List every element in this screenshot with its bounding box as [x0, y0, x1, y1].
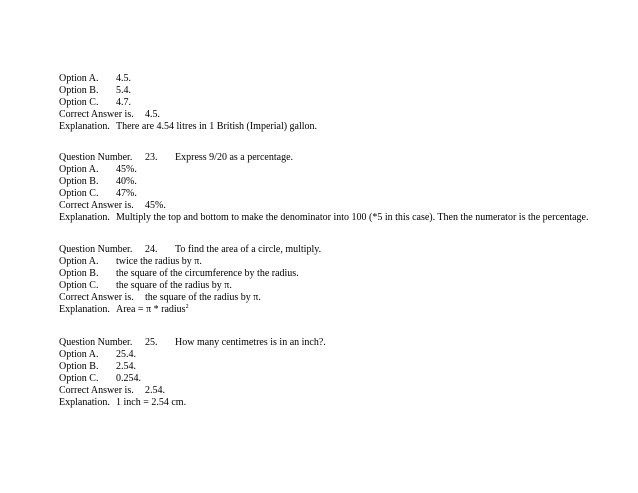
- option-value: 45%.: [116, 164, 137, 175]
- label: Option C.: [59, 188, 99, 199]
- option-value: the square of the circumference by the radius.: [116, 268, 299, 279]
- explanation-text: There are 4.54 litres in 1 British (Imperial) gallon.: [116, 121, 318, 132]
- label: Option B.: [59, 85, 99, 96]
- q24-correct-answer: [59, 292, 261, 304]
- q24-option-c: [59, 280, 232, 292]
- label: Option C.: [59, 280, 99, 291]
- q24-option-b: [59, 268, 299, 280]
- q22-option-c: [59, 97, 131, 109]
- option-value: 40%.: [116, 176, 137, 187]
- label: Option A.: [59, 164, 99, 175]
- q24-option-a: [59, 256, 202, 268]
- explanation-text: 1 inch = 2.54 cm.: [116, 397, 187, 408]
- answer-value: 4.5.: [145, 109, 160, 120]
- question-text: How many centimetres is in an inch?.: [175, 337, 326, 348]
- question-number: 25.: [145, 337, 158, 348]
- q23-option-b: [59, 176, 137, 188]
- q22-option-a: [59, 73, 131, 85]
- option-value: the square of the radius by π.: [116, 280, 232, 291]
- explanation-text: Multiply the top and bottom to make the denominator into 100 (*5 in this case). Then the numerator is the percentage.: [116, 212, 589, 223]
- label: Option C.: [59, 97, 99, 108]
- q24-explanation: [59, 304, 189, 316]
- q23-header: [59, 152, 294, 164]
- answer-value: 45%.: [145, 200, 166, 211]
- question-number: 24.: [145, 244, 158, 255]
- label: Option B.: [59, 361, 99, 372]
- q25-header: [59, 337, 326, 349]
- explanation-formula: Area = π * radius: [116, 304, 186, 315]
- option-value: 5.4.: [116, 85, 131, 96]
- q25-option-c: [59, 373, 141, 385]
- label: Question Number.: [59, 337, 133, 348]
- option-value: 4.7.: [116, 97, 131, 108]
- label: Correct Answer is.: [59, 292, 134, 303]
- q22-explanation: [59, 121, 318, 133]
- option-value: 0.254.: [116, 373, 141, 384]
- label: Question Number.: [59, 244, 133, 255]
- answer-value: 2.54.: [145, 385, 165, 396]
- label: Correct Answer is.: [59, 200, 134, 211]
- label: Option A.: [59, 73, 99, 84]
- q24-header: [59, 244, 322, 256]
- label: Option A.: [59, 256, 99, 267]
- option-value: 25.4.: [116, 349, 136, 360]
- question-number: 23.: [145, 152, 158, 163]
- q25-correct-answer: [59, 385, 165, 397]
- q23-explanation: [59, 212, 589, 224]
- q23-option-a: [59, 164, 137, 176]
- label: Question Number.: [59, 152, 133, 163]
- q25-explanation: [59, 397, 187, 409]
- q22-correct-answer: [59, 109, 160, 121]
- question-text: To find the area of a circle, multiply.: [175, 244, 322, 255]
- q25-option-a: [59, 349, 136, 361]
- label: Option A.: [59, 349, 99, 360]
- question-text: Express 9/20 as a percentage.: [175, 152, 294, 163]
- label: Option B.: [59, 268, 99, 279]
- exponent: 2: [185, 304, 189, 310]
- option-value: twice the radius by π.: [116, 256, 202, 267]
- label: Option C.: [59, 373, 99, 384]
- q22-option-b: [59, 85, 131, 97]
- option-value: 4.5.: [116, 73, 131, 84]
- label: Explanation.: [59, 121, 110, 132]
- label: Correct Answer is.: [59, 385, 134, 396]
- label: Explanation.: [59, 397, 110, 408]
- label: Explanation.: [59, 212, 110, 223]
- label: Explanation.: [59, 304, 110, 315]
- option-value: 2.54.: [116, 361, 136, 372]
- option-value: 47%.: [116, 188, 137, 199]
- q23-correct-answer: [59, 200, 166, 212]
- explanation-text: [116, 304, 189, 316]
- label: Option B.: [59, 176, 99, 187]
- label: Correct Answer is.: [59, 109, 134, 120]
- answer-value: the square of the radius by π.: [145, 292, 261, 303]
- q25-option-b: [59, 361, 136, 373]
- q23-option-c: [59, 188, 137, 200]
